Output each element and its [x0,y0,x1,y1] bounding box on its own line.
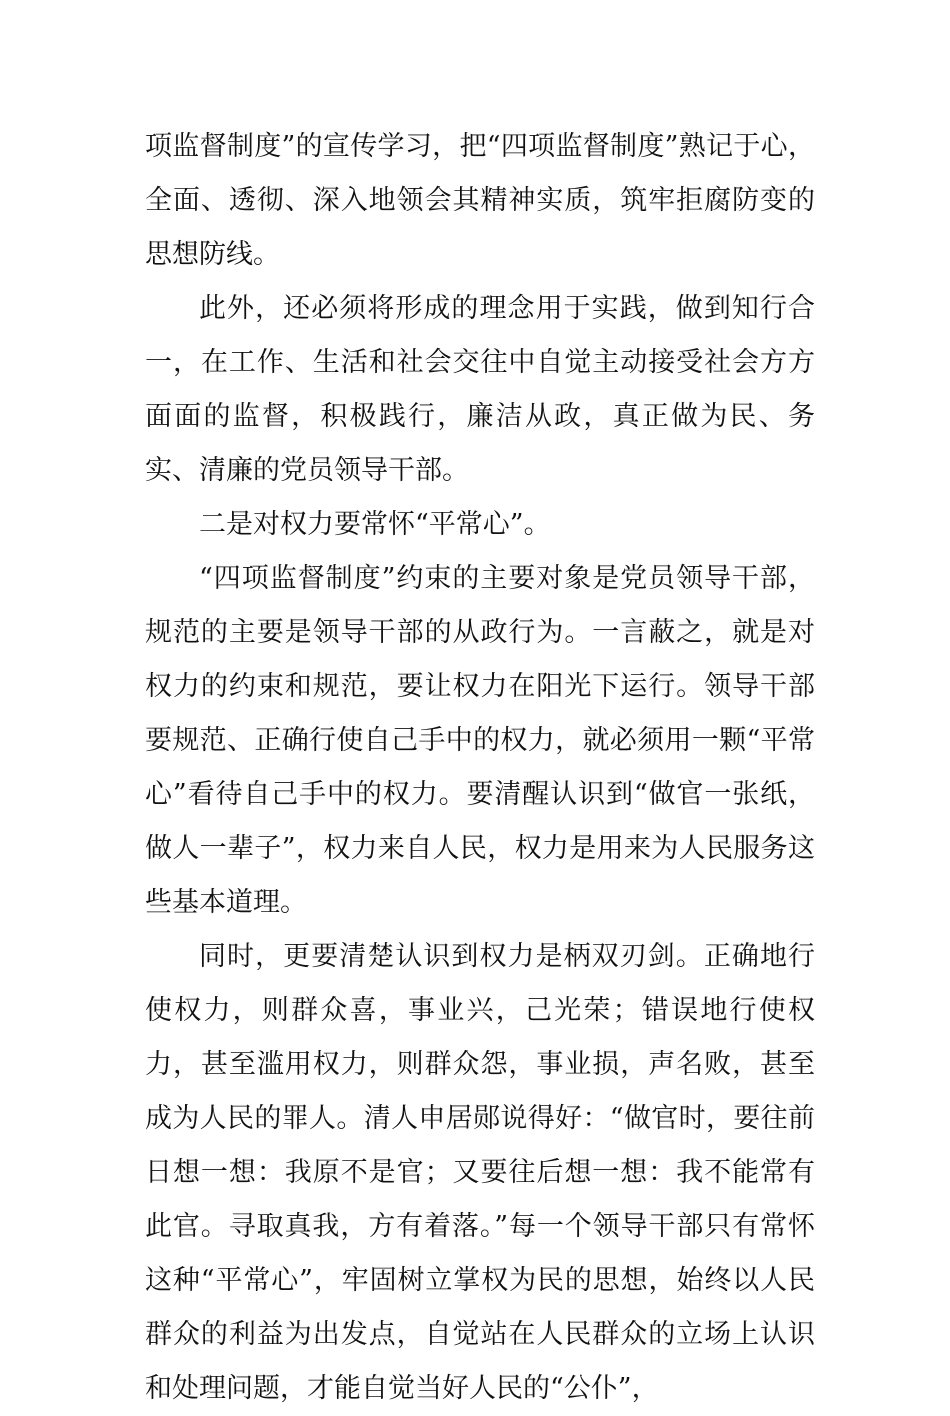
paragraph-2: 此外，还必须将形成的理念用于实践，做到知行合一，在工作、生活和社会交往中自觉主动接受社会方方面面的监督，积极践行，廉洁从政，真正做为民、务实、清廉的党员领导干部。 [145,293,815,486]
paragraph-1: 项监督制度”的宣传学习，把“四项监督制度”熟记于心，全面、透彻、深入地领会其精神实质，筑牢拒腐防变的思想防线。 [145,131,815,270]
paragraph-3-heading: 二是对权力要常怀“平常心”。 [199,509,551,540]
paragraph-5: 同时，更要清楚认识到权力是柄双刃剑。正确地行使权力，则群众喜，事业兴，己光荣；错误地行使权力，甚至滥用权力，则群众怨，事业损，声名败，甚至成为人民的罪人。清人申居郧说得好：“做官时，要往前日想一想：我原不是官；又要往后想一想：我不能常有此官。寻取真我，方有着落。”每一个领导干部只有常怀这种“平常心”，牢固树立掌权为民的思想，始终以人民群众的利益为出发点，自觉站在人民群众的立场上认识和处理问题，才能自觉当好人民的“公仆”， [145,941,815,1404]
document-body [145,120,815,1416]
paragraph-4: “四项监督制度”约束的主要对象是党员领导干部，规范的主要是领导干部的从政行为。一言蔽之，就是对权力的约束和规范，要让权力在阳光下运行。领导干部要规范、正确行使自己手中的权力，就必须用一颗“平常心”看待自己手中的权力。要清醒认识到“做官一张纸，做人一辈子”，权力来自人民，权力是用来为人民服务这些基本道理。 [145,563,815,918]
